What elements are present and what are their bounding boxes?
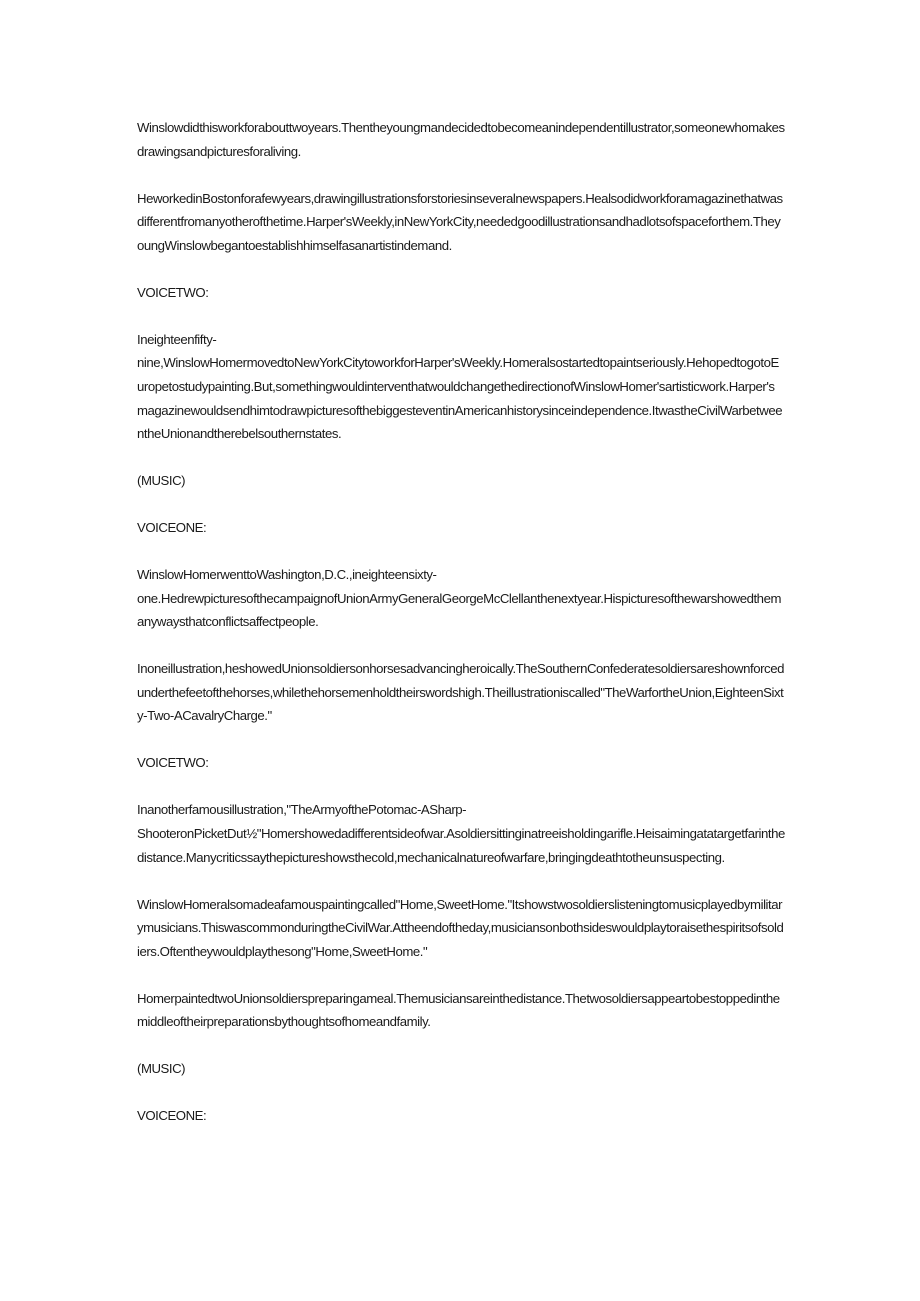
speaker-label: VOICEONE: [137, 520, 207, 536]
paragraph: Winslowdidthisworkforabouttwoyears.Thentheyoungmandecidedtobecomeanindependentillustrator,someonewhomakesdrawingsandpicturesforaliving. [137, 120, 785, 159]
paragraph: Inoneillustration,heshowedUnionsoldiersonhorsesadvancingheroically.TheSouthernConfederatesoldiersareshownforcedunderthefeetofthehorses,whilethehorsemenholdtheirswordshigh.Theillustrationiscalled"TheWarfortheUnion,EighteenSixty-Two-ACavalryCharge." [137, 661, 784, 724]
paragraph: WinslowHomerwenttoWashington,D.C.,ineighteensixty- one.HedrewpicturesofthecampaignofUnionArmyGeneralGeorgeMcClellanthenextyear.Hispicturesofthewarshowedthemanywaysthatconflictsaffectpeople. [137, 567, 781, 630]
music-cue: (MUSIC) [137, 1061, 186, 1077]
music-cue: (MUSIC) [137, 473, 186, 489]
paragraph: Inanotherfamousillustration,"TheArmyofthePotomac-ASharp- ShooteronPicketDut½"Homershowedadifferentsideofwar.Asoldiersittinginatreeisholdingarifle.Heisaimingatatargetfarinthedistance.Manycriticssaythepictureshowsthecold,mechanicalnatureofwarfare,bringingdeathtotheunsuspecting. [137, 802, 785, 865]
paragraph: HeworkedinBostonforafewyears,drawingillustrationsforstoriesinseveralnewspapers.Healsodidworkforamagazinethatwasdifferentfromanyotherofthetime.Harper'sWeekly,inNewYorkCity,neededgoodillustrationsandhadlotsofspaceforthem.TheyoungWinslowbegantoestablishhimselfasanartistindemand. [137, 190, 783, 253]
document-body [137, 116, 785, 1151]
speaker-label: VOICEONE: [137, 1108, 207, 1124]
paragraph: WinslowHomeralsomadeafamouspaintingcalled"Home,SweetHome."Itshowstwosoldierslisteningtomusicplayedbymilitarymusicians.ThiswascommonduringtheCivilWar.Attheendoftheday,musiciansonbothsideswouldplaytoraisethespiritsofsoldiers.Oftentheywouldplaythesong"Home,SweetHome." [137, 896, 784, 959]
speaker-label: VOICETWO: [137, 284, 209, 300]
paragraph: Ineighteenfifty- nine,WinslowHomermovedtoNewYorkCitytoworkforHarper'sWeekly.Homeralsostartedtopaintseriously.HehopedtogotoEuropetostudypainting.But,somethingwouldinterventhatwouldchangethedirectionofWinslowHomer'sartisticwork.Harper'smagazinewouldsendhimtodrawpicturesofthebiggesteventinAmericanhistorysinceindependence.ItwastheCivilWarbetweentheUnionandtherebelsouthernstates. [137, 331, 783, 442]
speaker-label: VOICETWO: [137, 755, 209, 771]
paragraph: HomerpaintedtwoUnionsoldierspreparingameal.Themusiciansareinthedistance.Thetwosoldiersappeartobestoppedinthemiddleoftheirpreparationsbythoughtsofhomeandfamily. [137, 990, 780, 1030]
